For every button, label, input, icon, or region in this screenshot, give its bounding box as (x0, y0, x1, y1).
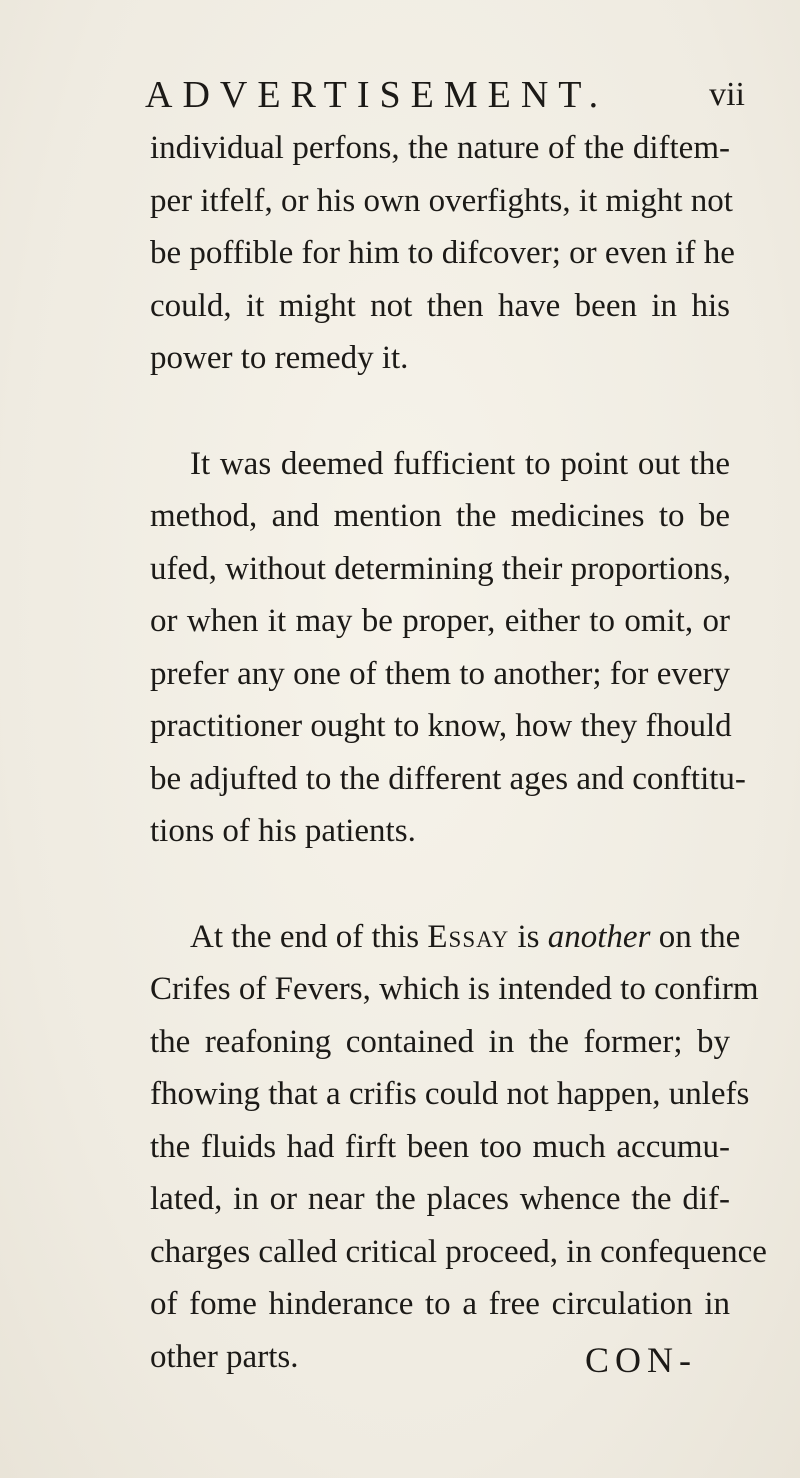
text-line: method, and mention the medicines to be (150, 498, 730, 534)
paragraph-1 (150, 122, 735, 385)
text-line: charges called critical proceed, in confequence (150, 1233, 767, 1270)
text-line: ufed, without determining their proportions, (150, 550, 732, 587)
page-number: vii (709, 76, 745, 113)
text-line: lated, in or near the places whence the dif- (150, 1181, 730, 1217)
text-line: individual perfons, the nature of the diftem- (150, 130, 730, 166)
catchword: CON- (585, 1340, 697, 1380)
essay-smallcaps: Essay (427, 918, 510, 955)
text-line: the fluids had firft been too much accumu- (150, 1128, 730, 1165)
text-line: practitioner ought to know, how they fhould (150, 708, 732, 744)
text-line: or when it may be proper, either to omit, or (150, 603, 730, 639)
text-line: other parts. (150, 1338, 299, 1375)
header-title: ADVERTISEMENT. (145, 74, 609, 116)
running-header (145, 70, 745, 120)
text-line: fhowing that a crifis could not happen, unlefs (150, 1076, 750, 1112)
text-line (150, 911, 741, 964)
paragraph-2 (150, 438, 746, 858)
body-text (150, 122, 767, 1383)
text-line: of fome hinderance to a free circulation in (150, 1286, 730, 1322)
text-line: per itfelf, or his own overfights, it might not (150, 182, 733, 219)
text-line: tions of his patients. (150, 813, 416, 849)
text-line: the reafoning contained in the former; by (150, 1023, 730, 1060)
text-line: power to remedy it. (150, 340, 409, 376)
text-run: on the (650, 918, 741, 955)
another-italic: another (547, 918, 651, 955)
paragraph-3 (150, 911, 767, 1384)
text-line: Crifes of Fevers, which is intended to confirm (150, 971, 759, 1007)
text-line: could, it might not then have been in his (150, 287, 730, 324)
text-line: It was deemed fufficient to point out the (190, 445, 730, 482)
text-run: is (509, 918, 548, 955)
text-line: be poffible for him to difcover; or even if he (150, 235, 735, 271)
text-run: At the end of this (190, 918, 428, 955)
text-line: prefer any one of them to another; for every (150, 655, 730, 692)
text-line: be adjufted to the different ages and conftitu- (150, 760, 746, 797)
